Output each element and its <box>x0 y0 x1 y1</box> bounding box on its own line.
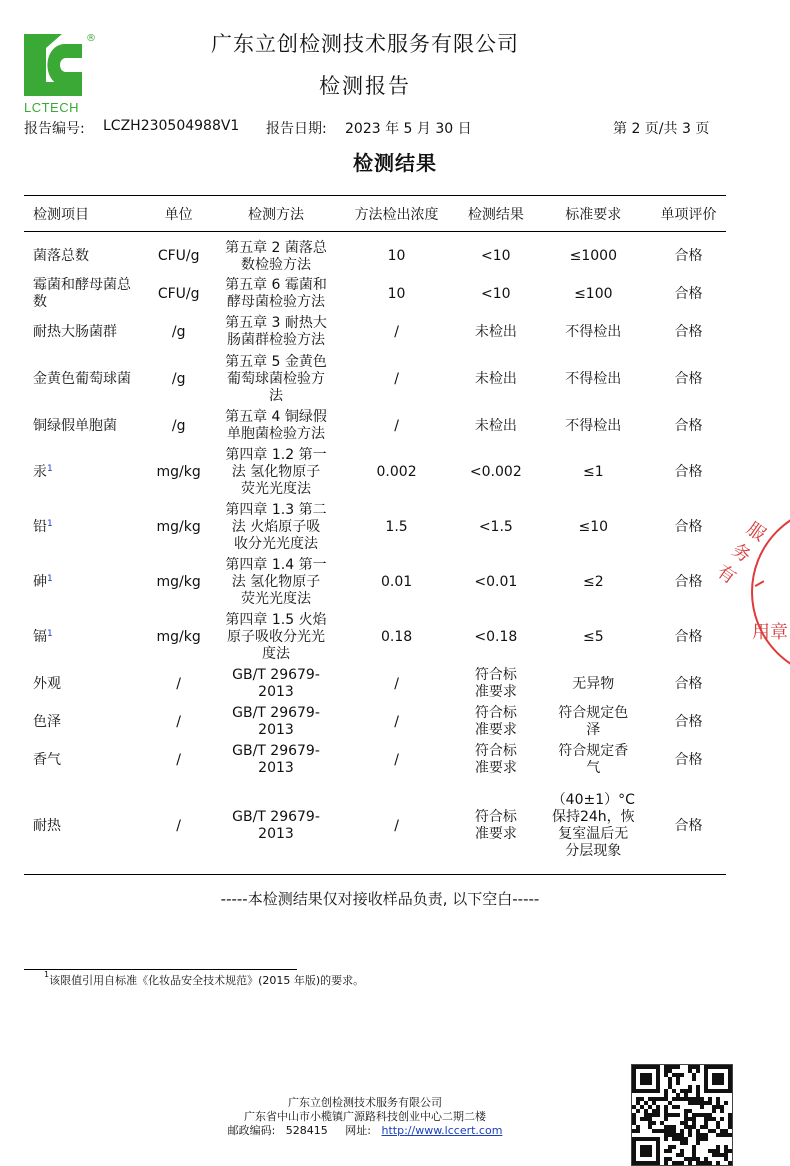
cell-text: 符合规定色泽 <box>558 705 629 738</box>
cell-text: 合格 <box>674 285 703 302</box>
cell-item <box>24 275 143 313</box>
cell-text: CFU/g <box>157 285 200 302</box>
cell-result <box>456 275 536 313</box>
cell-text: ≤2 <box>582 574 604 590</box>
cell-text: 符合标准要求 <box>474 743 517 776</box>
cell-lod <box>337 238 456 275</box>
cell-method <box>215 500 337 555</box>
cell-unit <box>143 779 215 874</box>
cell-method <box>215 779 337 874</box>
cell-text: 香气 <box>33 751 61 768</box>
cell-eval <box>651 500 726 555</box>
cell-text: 10 <box>387 285 406 302</box>
report-date-label: 报告日期: <box>266 121 327 137</box>
footer-address: 广东省中山市小榄镇广源路科技创业中心二期二楼 <box>244 1110 486 1123</box>
cell-text: <0.01 <box>474 574 518 590</box>
report-date: 2023 年 5 月 30 日 <box>345 121 472 137</box>
cell-text: / <box>394 751 399 768</box>
footnote-marker: 1 <box>44 970 50 979</box>
cell-item <box>24 665 143 703</box>
table-row <box>24 238 726 275</box>
column-header: 标准要求 <box>536 196 651 232</box>
table-row <box>24 703 726 741</box>
cell-result <box>456 741 536 779</box>
cell-text: /g <box>171 417 186 434</box>
table-row <box>24 351 726 407</box>
cell-unit <box>143 500 215 555</box>
table-row <box>24 500 726 555</box>
cell-text: 第五章 5 金黄色葡萄球菌检验方法 <box>225 353 327 404</box>
column-header: 检测项目 <box>24 196 143 232</box>
cell-text: 1.5 <box>385 519 408 535</box>
cell-standard <box>536 275 651 313</box>
cell-text: 第四章 1.2 第一法 氢化物原子荧光光度法 <box>225 447 327 497</box>
table-row <box>24 313 726 351</box>
website-link[interactable]: http://www.lccert.com <box>381 1124 503 1137</box>
cell-text: <10 <box>481 248 511 264</box>
cell-lod <box>337 703 456 741</box>
table-row <box>24 610 726 665</box>
cell-method <box>215 555 337 610</box>
cell-item <box>24 407 143 445</box>
cell-standard <box>536 741 651 779</box>
cell-item <box>24 445 143 500</box>
cell-text: 符合标准要求 <box>474 705 517 738</box>
seal-text-top: 服务有 <box>712 518 770 589</box>
cell-text: 符合规定香气 <box>558 743 629 776</box>
cell-text: CFU/g <box>157 248 200 264</box>
cell-text: <1.5 <box>478 519 513 535</box>
cell-text: 合格 <box>674 323 703 340</box>
cell-method <box>215 407 337 445</box>
cell-text: 耐热大肠菌群 <box>33 323 117 340</box>
footnote-text: 该限值引用自标准《化妆品安全技术规范》(2015 年版)的要求。 <box>49 974 365 987</box>
column-header: 单位 <box>143 196 215 232</box>
cell-text: <0.18 <box>474 629 518 645</box>
cell-text: mg/kg <box>156 464 201 480</box>
cell-text: 无异物 <box>572 675 615 692</box>
cell-lod <box>337 275 456 313</box>
cell-text: 合格 <box>674 574 703 590</box>
qr-code-icon <box>631 1064 733 1166</box>
table-row <box>24 275 726 313</box>
cell-unit <box>143 741 215 779</box>
footer-company: 广东立创检测技术服务有限公司 <box>288 1096 442 1109</box>
cell-result <box>456 703 536 741</box>
cell-standard <box>536 703 651 741</box>
cell-text: 镉 <box>33 629 47 645</box>
cell-item <box>24 500 143 555</box>
cell-eval <box>651 275 726 313</box>
cell-text: 金黄色葡萄球菌 <box>33 370 131 387</box>
cell-text: /g <box>171 370 186 387</box>
cell-lod <box>337 500 456 555</box>
cell-text: GB/T 29679-2013 <box>232 705 320 738</box>
results-title: 检测结果 <box>353 151 437 175</box>
cell-eval <box>651 351 726 407</box>
cell-method <box>215 275 337 313</box>
results-table <box>24 195 726 875</box>
cell-text: 第四章 1.5 火焰原子吸收分光光度法 <box>225 612 327 662</box>
registered-mark: ® <box>86 33 96 44</box>
column-header: 单项评价 <box>651 196 726 232</box>
cell-result <box>456 313 536 351</box>
cell-result <box>456 779 536 874</box>
cell-text: 未检出 <box>474 370 517 387</box>
cell-standard <box>536 500 651 555</box>
cell-item <box>24 610 143 665</box>
cell-standard <box>536 407 651 445</box>
cell-text: 第五章 6 霉菌和酵母菌检验方法 <box>225 277 327 310</box>
cell-lod <box>337 779 456 874</box>
table-row <box>24 407 726 445</box>
cell-lod <box>337 610 456 665</box>
cell-text: 不得检出 <box>565 323 622 340</box>
cell-lod <box>337 555 456 610</box>
cell-text: / <box>394 713 399 730</box>
cell-result <box>456 407 536 445</box>
cell-result <box>456 555 536 610</box>
cell-text: 合格 <box>674 713 703 730</box>
cell-text: 0.01 <box>380 574 413 590</box>
column-header: 检测方法 <box>215 196 337 232</box>
cell-text: 符合标准要求 <box>474 667 517 700</box>
footnote-divider <box>24 969 297 970</box>
cell-standard <box>536 313 651 351</box>
column-header: 方法检出浓度 <box>337 196 456 232</box>
cell-eval <box>651 445 726 500</box>
cell-lod <box>337 665 456 703</box>
cell-lod <box>337 351 456 407</box>
cell-text: 合格 <box>674 629 703 645</box>
company-name: 广东立创检测技术服务有限公司 <box>211 32 519 56</box>
cell-standard <box>536 445 651 500</box>
cell-eval <box>651 703 726 741</box>
table-header-row <box>24 196 726 232</box>
cell-text: 不得检出 <box>565 417 622 434</box>
cell-text: 第五章 2 菌落总数检验方法 <box>225 239 327 273</box>
postcode: 528415 <box>285 1124 328 1137</box>
cell-text: 铜绿假单胞菌 <box>33 417 117 434</box>
cell-lod <box>337 407 456 445</box>
cell-lod <box>337 741 456 779</box>
cell-text: （40±1）°C保持24h，恢复室温后无分层现象 <box>551 792 635 860</box>
cell-text: / <box>394 417 399 434</box>
cell-text: 符合标准要求 <box>474 809 517 843</box>
cell-text: ≤100 <box>574 285 613 302</box>
company-logo <box>24 33 96 115</box>
cell-method <box>215 665 337 703</box>
cell-standard <box>536 351 651 407</box>
cell-text: / <box>394 323 399 340</box>
cell-text: 耐热 <box>33 817 61 834</box>
cell-text: 不得检出 <box>565 370 622 387</box>
table-row <box>24 741 726 779</box>
cell-result <box>456 351 536 407</box>
cell-item <box>24 555 143 610</box>
cell-eval <box>651 779 726 874</box>
cell-text: ≤1000 <box>569 248 617 264</box>
cell-text: / <box>394 817 399 834</box>
page-info: 第 2 页/共 3 页 <box>613 121 710 137</box>
cell-unit <box>143 665 215 703</box>
cell-text: 合格 <box>674 675 703 692</box>
cell-standard <box>536 610 651 665</box>
cell-text: 10 <box>387 248 406 264</box>
cell-text: 合格 <box>674 519 703 535</box>
cell-text: / <box>176 751 182 768</box>
cell-text: GB/T 29679-2013 <box>232 667 320 700</box>
cell-text: mg/kg <box>156 629 201 645</box>
cell-text: 未检出 <box>474 323 517 340</box>
cell-unit <box>143 445 215 500</box>
cell-lod <box>337 445 456 500</box>
cell-text: 汞 <box>33 464 47 480</box>
cell-lod <box>337 313 456 351</box>
seal-text-bottom: 用章 <box>752 622 788 643</box>
table-row <box>24 555 726 610</box>
footnote <box>44 972 364 988</box>
cell-text: 0.18 <box>380 629 413 645</box>
cell-text: 合格 <box>674 464 703 480</box>
cell-text: 第五章 4 铜绿假单胞菌检验方法 <box>225 409 327 442</box>
logo-text: LCTECH <box>24 100 80 115</box>
cell-result <box>456 445 536 500</box>
cell-eval <box>651 313 726 351</box>
cell-text: ≤1 <box>582 464 604 480</box>
cell-method <box>215 238 337 275</box>
cell-unit <box>143 703 215 741</box>
cell-text: 未检出 <box>474 417 517 434</box>
cell-text: mg/kg <box>156 519 201 535</box>
cell-text: 铅 <box>33 519 47 535</box>
cell-text: 菌落总数 <box>33 248 89 264</box>
cell-eval <box>651 555 726 610</box>
cell-text: / <box>176 713 182 730</box>
footnote-ref: 1 <box>47 574 53 584</box>
cell-text: 第四章 1.3 第二法 火焰原子吸收分光光度法 <box>225 502 327 552</box>
cell-text: ≤5 <box>582 629 604 645</box>
table-row <box>24 665 726 703</box>
cell-text: GB/T 29679-2013 <box>232 809 320 843</box>
cell-text: <10 <box>481 285 511 302</box>
cell-text: 合格 <box>674 751 703 768</box>
cell-text: 外观 <box>33 675 61 692</box>
cell-text: ≤10 <box>578 519 609 535</box>
cell-text: 第五章 3 耐热大肠菌群检验方法 <box>225 315 327 348</box>
cell-method <box>215 610 337 665</box>
cell-text: 合格 <box>674 248 703 264</box>
cell-eval <box>651 665 726 703</box>
column-header: 检测结果 <box>456 196 536 232</box>
cell-text: 0.002 <box>376 464 417 480</box>
cell-result <box>456 500 536 555</box>
cell-eval <box>651 741 726 779</box>
lctech-logo-icon <box>24 34 82 96</box>
cell-eval <box>651 610 726 665</box>
cell-method <box>215 741 337 779</box>
cell-item <box>24 741 143 779</box>
table-row <box>24 779 726 874</box>
cell-standard <box>536 665 651 703</box>
report-title: 检测报告 <box>319 74 411 98</box>
cell-item <box>24 238 143 275</box>
cell-unit <box>143 275 215 313</box>
cell-item <box>24 313 143 351</box>
cell-method <box>215 445 337 500</box>
footnote-ref: 1 <box>47 464 53 474</box>
cell-text: / <box>176 675 182 692</box>
cell-text: / <box>176 817 182 834</box>
cell-text: 第四章 1.4 第一法 氢化物原子荧光光度法 <box>225 557 327 607</box>
cell-text: 霉菌和酵母菌总数 <box>33 277 131 310</box>
cell-result <box>456 238 536 275</box>
report-no: LCZH230504988V1 <box>103 118 240 134</box>
cell-text: / <box>394 370 399 387</box>
report-no-label: 报告编号: <box>24 121 85 137</box>
cell-text: 砷 <box>33 574 47 590</box>
cell-text: <0.002 <box>469 464 522 480</box>
cell-method <box>215 313 337 351</box>
cell-text: GB/T 29679-2013 <box>232 743 320 776</box>
cell-text: mg/kg <box>156 574 201 590</box>
cell-eval <box>651 238 726 275</box>
cell-unit <box>143 407 215 445</box>
end-note: -----本检测结果仅对接收样品负责, 以下空白----- <box>220 890 540 908</box>
footnote-ref: 1 <box>47 519 53 529</box>
website-label: 网址: <box>345 1124 371 1137</box>
cell-text: 合格 <box>674 817 703 834</box>
cell-text: / <box>394 675 399 692</box>
cell-item <box>24 703 143 741</box>
cell-text: 合格 <box>674 370 703 387</box>
table-row <box>24 445 726 500</box>
cell-item <box>24 779 143 874</box>
cell-method <box>215 703 337 741</box>
cell-text: 合格 <box>674 417 703 434</box>
cell-unit <box>143 313 215 351</box>
cell-unit <box>143 351 215 407</box>
cell-text: /g <box>171 323 186 340</box>
cell-standard <box>536 779 651 874</box>
cell-text: 色泽 <box>33 713 61 730</box>
cell-standard <box>536 555 651 610</box>
footer-contact <box>200 1122 530 1138</box>
cell-item <box>24 351 143 407</box>
postcode-label: 邮政编码: <box>227 1124 276 1137</box>
cell-unit <box>143 610 215 665</box>
cell-eval <box>651 407 726 445</box>
footnote-ref: 1 <box>47 629 53 639</box>
cell-method <box>215 351 337 407</box>
cell-standard <box>536 238 651 275</box>
cell-unit <box>143 555 215 610</box>
cell-result <box>456 610 536 665</box>
cell-unit <box>143 238 215 275</box>
cell-result <box>456 665 536 703</box>
